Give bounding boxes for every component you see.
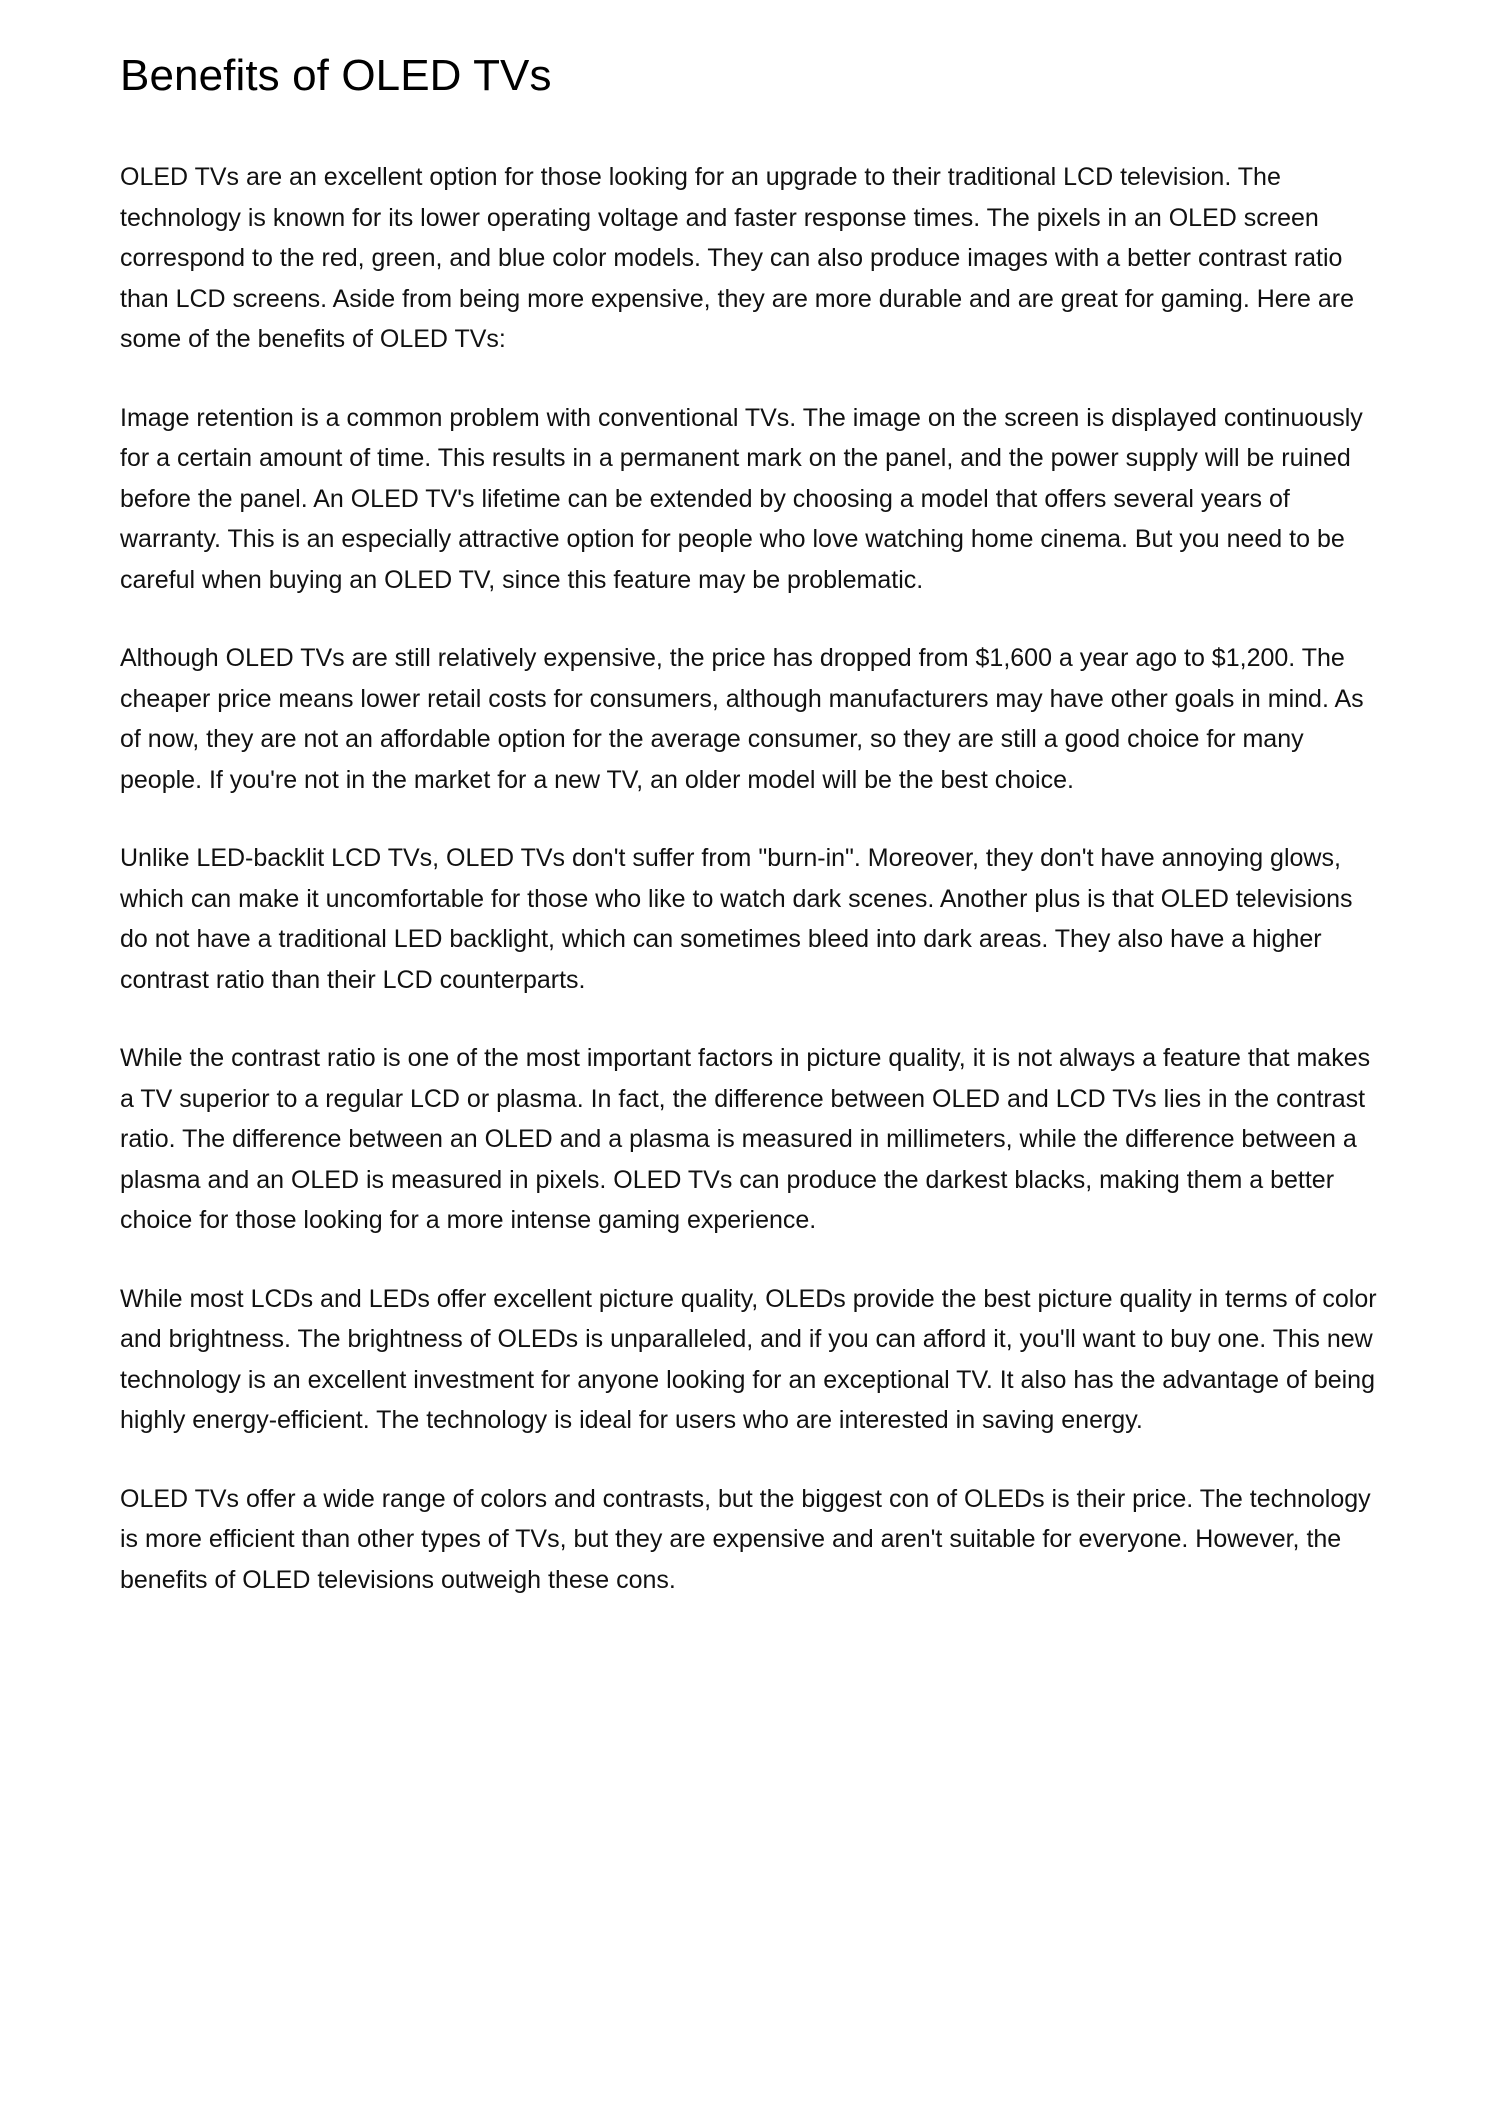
page-title: Benefits of OLED TVs bbox=[120, 51, 552, 100]
paragraph: OLED TVs offer a wide range of colors and contrasts, but the biggest con of OLEDs is their price. The technology is more efficient than other types of TVs, but they are expensive and aren't suitable for everyone. However, the benefits of OLED televisions outweigh these cons. bbox=[120, 1484, 1371, 1594]
paragraph: Image retention is a common problem with conventional TVs. The image on the screen is displayed continuously for a certain amount of time. This results in a permanent mark on the panel, and the power supply will be ruined before the panel. An OLED TV's lifetime can be extended by choosing a model that offers several years of warranty. This is an especially attractive option for people who love watching home cinema. But you need to be careful when buying an OLED TV, since this feature may be problematic. bbox=[120, 403, 1363, 594]
paragraph: Unlike LED-backlit LCD TVs, OLED TVs don't suffer from "burn-in". Moreover, they don't have annoying glows, which can make it uncomfortable for those who like to watch dark scenes. Another plus is that OLED televisions do not have a traditional LED backlight, which can sometimes bleed into dark areas. They also have a higher contrast ratio than their LCD counterparts. bbox=[120, 844, 1353, 994]
paragraph: While most LCDs and LEDs offer excellent picture quality, OLEDs provide the best picture quality in terms of color and brightness. The brightness of OLEDs is unparalleled, and if you can afford it, you'll want to buy one. This new technology is an excellent investment for anyone looking for an exceptional TV. It also has the advantage of being highly energy-efficient. The technology is ideal for users who are interested in saving energy. bbox=[120, 1284, 1377, 1434]
paragraph: While the contrast ratio is one of the most important factors in picture quality, it is not always a feature that makes a TV superior to a regular LCD or plasma. In fact, the difference between OLED and LCD TVs lies in the contrast ratio. The difference between an OLED and a plasma is measured in millimeters, while the difference between a plasma and an OLED is measured in pixels. OLED TVs can produce the darkest blacks, making them a better choice for those looking for a more intense gaming experience. bbox=[120, 1044, 1371, 1234]
paragraph: Although OLED TVs are still relatively expensive, the price has dropped from $1,600 a year ago to $1,200. The cheaper price means lower retail costs for consumers, although manufacturers may have other goals in mind. As of now, they are not an affordable option for the average consumer, so they are still a good choice for many people. If you're not in the market for a new TV, an older model will be the best choice. bbox=[120, 644, 1364, 794]
document-body bbox=[120, 157, 1380, 1600]
paragraph: OLED TVs are an excellent option for those looking for an upgrade to their traditional LCD television. The technology is known for its lower operating voltage and faster response times. The pixels in an OLED screen correspond to the red, green, and blue color models. They can also produce images with a better contrast ratio than LCD screens. Aside from being more expensive, they are more durable and are great for gaming. Here are some of the benefits of OLED TVs: bbox=[120, 163, 1354, 353]
